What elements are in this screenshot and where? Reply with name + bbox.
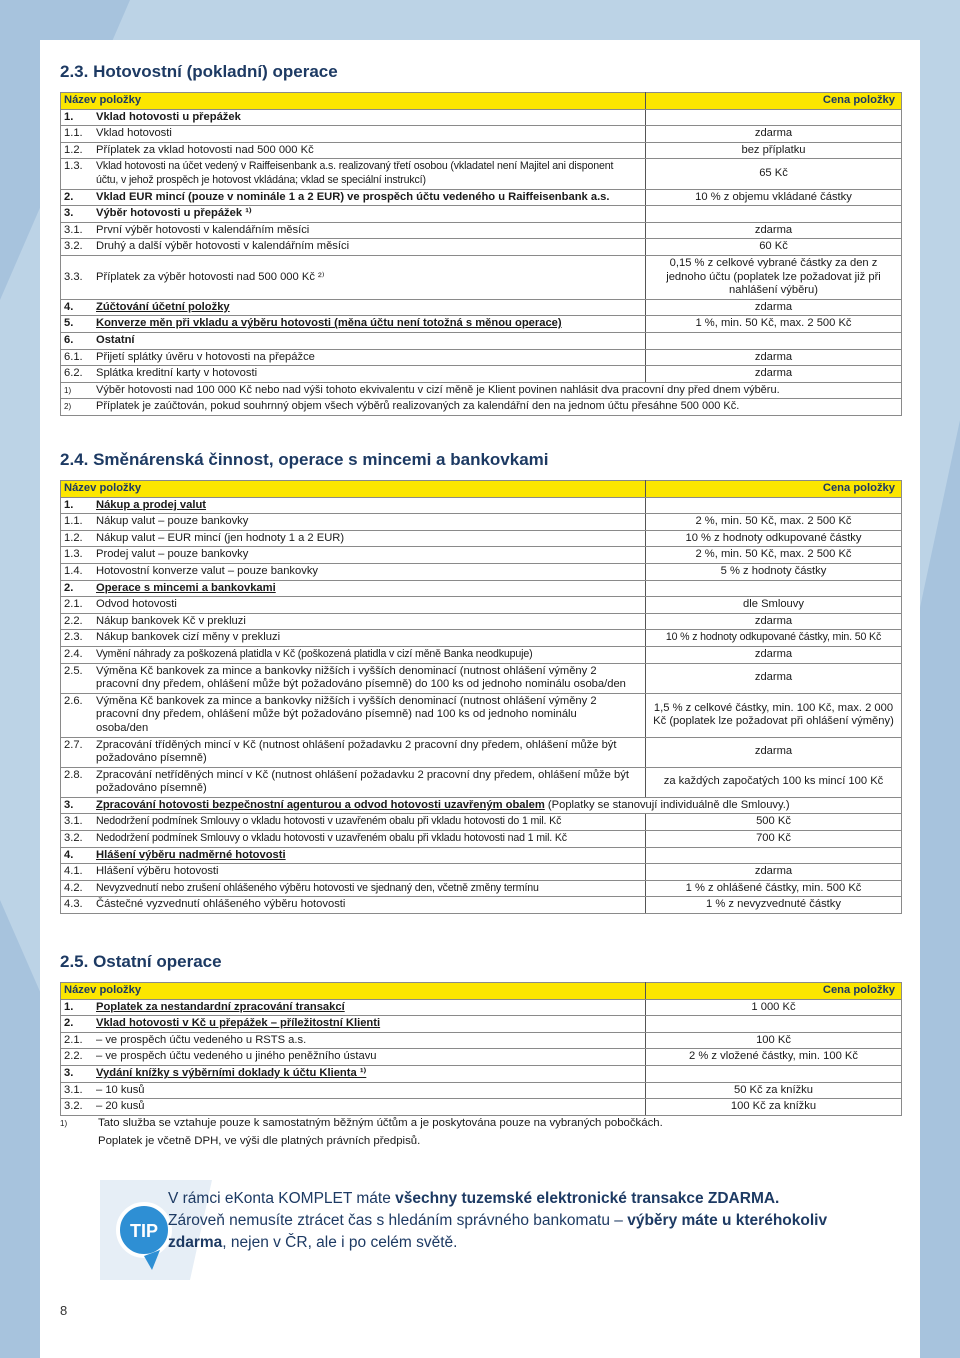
table-row [61, 797, 902, 814]
row-text: Nákup bankovek cizí měny v prekluzi [96, 631, 281, 644]
footnote-line-1: Tato služba se vztahuje pouze k samostatným běžným účtům a je poskytována pouze na vybraných pobočkách. [98, 1117, 663, 1129]
table-row [61, 142, 902, 159]
row-text: První výběr hotovosti v kalendářním měsíci [96, 223, 310, 236]
row-num: 1. [64, 498, 74, 511]
table-row [61, 1016, 902, 1033]
table-row [61, 349, 902, 366]
row-price [646, 332, 902, 349]
row-text: Prodej valut – pouze bankovky [96, 548, 249, 561]
row-num: 3.2. [64, 1100, 83, 1113]
table-row [61, 630, 902, 647]
table-row [61, 530, 902, 547]
row-price: 60 Kč [646, 239, 902, 256]
row-text: Vklad hotovosti na účet vedený v Raiffeisenbank a.s. realizovaný třetí osobou (vkladatel není Majitel ani disponent účtu, v jehož prospěch je hotovost vkládána; vklad se speciální instrukcí) [96, 160, 614, 186]
table-header [61, 481, 902, 498]
row-text: – ve prospěch účtu vedeného u RSTS a.s. [96, 1033, 307, 1046]
footnote-text: Výběr hotovosti nad 100 000 Kč nebo nad výši tohoto ekvivalentu v cizí měně je Klient povinen nahlásit dva pracovní dny před dnem výběru. [96, 383, 780, 396]
row-num: 4.1. [64, 865, 83, 878]
row-price: 10 % z hodnoty odkupované částky, min. 50 Kč [646, 630, 902, 647]
row-text: Nákup valut – pouze bankovky [96, 515, 249, 528]
table-row [61, 814, 902, 831]
row-text: Konverze měn při vkladu a výběru hotovosti (měna účtu není totožná s měnou operace) [96, 317, 562, 330]
tip-text-part: V rámci eKonta KOMPLET máte [168, 1190, 396, 1207]
row-num: 2.6. [64, 694, 83, 707]
row-text: Vklad hotovosti [96, 127, 172, 140]
table-row [61, 563, 902, 580]
row-price: 2 %, min. 50 Kč, max. 2 500 Kč [646, 547, 902, 564]
row-price: 50 Kč za knížku [646, 1082, 902, 1099]
row-text: Vydání knížky s výběrními doklady k účtu Klienta ¹⁾ [96, 1066, 367, 1079]
row-text: Výběr hotovosti u přepážek ¹⁾ [96, 207, 252, 220]
row-text: Vklad hotovosti u přepážek [96, 110, 241, 123]
row-num: 1.4. [64, 564, 83, 577]
header-price: Cena položky [646, 983, 902, 1000]
row-text: Výměna Kč bankovek za mince a bankovky nižších i vyšších denominací (nutnost ohlášení výměny 2 pracovní dny předem, ohlášení může být požadováno písemně) nad 100 ks od jednoho nominálu osoba/den [96, 694, 597, 734]
table-row [61, 1099, 902, 1116]
row-text: – ve prospěch účtu vedeného u jiného peněžního ústavu [96, 1050, 377, 1063]
table-row [61, 109, 902, 126]
table-2-3 [60, 92, 902, 416]
table-row [61, 255, 902, 299]
row-num: 3. [64, 207, 74, 220]
row-price: zdarma [646, 222, 902, 239]
header-price: Cena položky [646, 481, 902, 498]
row-text: Nevyzvednutí nebo zrušení ohlášeného výběru hotovosti ve sjednaný den, včetně změny termínu [96, 881, 539, 894]
row-num: 4.3. [64, 898, 83, 911]
row-num: 3. [64, 1066, 74, 1079]
row-price: 1,5 % z celkové částky, min. 100 Kč, max. 2 000 Kč (poplatek lze požadovat při ohlášení výměny) [646, 693, 902, 737]
tip-text [168, 1188, 888, 1254]
row-extra: (Poplatky se stanovují individuálně dle Smlouvy.) [547, 798, 790, 811]
row-price: bez příplatku [646, 142, 902, 159]
table-row [61, 880, 902, 897]
row-text: Poplatek za nestandardní zpracování transakcí [96, 1000, 345, 1013]
row-num: 1.3. [64, 160, 83, 173]
tip-text-part: , nejen v ČR, ale i po celém světě. [222, 1234, 458, 1251]
table-row [61, 206, 902, 223]
row-price: 65 Kč [646, 159, 902, 189]
row-num: 2.5. [64, 664, 83, 677]
row-text: Zúčtování účetní položky [96, 300, 230, 313]
row-price [646, 497, 902, 514]
row-num: 2. [64, 581, 74, 594]
footnote-line-2: Poplatek je včetně DPH, ve výši dle platných právních předpisů. [98, 1135, 421, 1147]
row-num: 1. [64, 110, 74, 123]
row-text: Vymění náhrady za poškozená platidla v Kč (poškozená platidla v cizí měně Banka neodkupuje) [96, 647, 533, 660]
row-price: zdarma [646, 737, 902, 767]
row-num: 5. [64, 317, 74, 330]
footnote-num: 1) [64, 385, 72, 395]
row-price: 1 000 Kč [646, 999, 902, 1016]
table-2-4 [60, 480, 902, 914]
section-title-2-4: 2.4. Směnárenská činnost, operace s mincemi a bankovkami [60, 450, 549, 469]
row-num: 4. [64, 848, 74, 861]
row-text: Nedodržení podmínek Smlouvy o vkladu hotovosti v uzavřeném obalu při vkladu hotovosti nad 1 mil. Kč [96, 832, 567, 845]
row-price: zdarma [646, 646, 902, 663]
row-price: 700 Kč [646, 831, 902, 848]
table-row [61, 847, 902, 864]
row-price: 1 % z ohlášené částky, min. 500 Kč [646, 880, 902, 897]
row-num: 1.2. [64, 143, 83, 156]
row-num: 1. [64, 1000, 74, 1013]
row-text: Odvod hotovosti [96, 598, 177, 611]
row-text: Operace s mincemi a bankovkami [96, 581, 276, 594]
table-row [61, 580, 902, 597]
row-num: 1.1. [64, 127, 83, 140]
row-text: Zpracování netříděných mincí v Kč (nutnost ohlášení požadavku 2 pracovní dny předem, ohlášení může být požadováno písemně) [96, 768, 629, 795]
table-row [61, 126, 902, 143]
row-num: 3.2. [64, 240, 83, 253]
row-text: Ostatní [96, 333, 135, 346]
row-num: 3.1. [64, 223, 83, 236]
table-row [61, 663, 902, 693]
table-row [61, 316, 902, 333]
table-row [61, 159, 902, 189]
row-num: 6. [64, 333, 74, 346]
header-name: Název položky [61, 93, 646, 110]
table-row [61, 897, 902, 914]
table-header [61, 93, 902, 110]
row-text: Hlášení výběru nadměrné hotovosti [96, 848, 286, 861]
table-row [61, 597, 902, 614]
row-price: 10 % z objemu vkládané částky [646, 189, 902, 206]
table-row [61, 366, 902, 383]
row-text: Přijetí splátky úvěru v hotovosti na přepážce [96, 350, 315, 363]
table-row [61, 514, 902, 531]
table-row [61, 831, 902, 848]
table-row [61, 239, 902, 256]
row-price: zdarma [646, 349, 902, 366]
footnote-text: Příplatek je zaúčtován, pokud souhrnný objem všech výběrů realizovaných za kalendářní den na jednom účtu přesáhne 500 000 Kč. [96, 400, 740, 413]
row-num: 3. [64, 798, 74, 811]
row-text: Nákup bankovek Kč v prekluzi [96, 614, 246, 627]
row-text: Hlášení výběru hotovosti [96, 865, 219, 878]
row-text: Příplatek za vklad hotovosti nad 500 000 Kč [96, 143, 314, 156]
row-num: 2.3. [64, 631, 83, 644]
row-text: Nákup valut – EUR mincí (jen hodnoty 1 a 2 EUR) [96, 531, 345, 544]
row-price: 1 %, min. 50 Kč, max. 2 500 Kč [646, 316, 902, 333]
row-price [646, 1016, 902, 1033]
header-price: Cena položky [646, 93, 902, 110]
table-row [61, 332, 902, 349]
row-text: Zpracování hotovosti bezpečnostní agenturou a odvod hotovosti uzavřeným obalem [96, 798, 545, 811]
table-row [61, 767, 902, 797]
row-text: Vklad EUR mincí (pouze v nominále 1 a 2 EUR) ve prospěch účtu vedeného u Raiffeisenbank a.s. [96, 190, 610, 203]
table-row [61, 737, 902, 767]
row-num: 1.2. [64, 531, 83, 544]
row-price [646, 580, 902, 597]
page-number: 8 [60, 1303, 68, 1318]
table-row [61, 547, 902, 564]
tip-bold-part: výběry máte u kteréhokoliv zdarma [168, 1212, 828, 1251]
row-price: 1 % z nevyzvednuté částky [646, 897, 902, 914]
row-num: 2.2. [64, 1050, 83, 1063]
table-row [61, 864, 902, 881]
row-text: Nákup a prodej valut [96, 498, 207, 511]
row-price: 2 %, min. 50 Kč, max. 2 500 Kč [646, 514, 902, 531]
row-text: Částečné vyzvednutí ohlášeného výběru hotovosti [96, 898, 346, 911]
footnote-row [61, 399, 902, 416]
header-name: Název položky [61, 983, 646, 1000]
tip-label: TIP [129, 1221, 159, 1241]
row-price: 0,15 % z celkové vybrané částky za den z jednoho účtu (poplatek lze požadovat již při nahlášení výběru) [646, 255, 902, 299]
row-text: Hotovostní konverze valut – pouze bankovky [96, 564, 319, 577]
row-num: 3.1. [64, 815, 83, 828]
table-row [61, 693, 902, 737]
section-title-2-5: 2.5. Ostatní operace [60, 952, 222, 971]
row-num: 2. [64, 190, 74, 203]
row-price: zdarma [646, 613, 902, 630]
row-num: 6.1. [64, 350, 83, 363]
header-name: Název položky [61, 481, 646, 498]
row-price [646, 206, 902, 223]
table-row [61, 999, 902, 1016]
row-price: dle Smlouvy [646, 597, 902, 614]
row-price: 100 Kč [646, 1032, 902, 1049]
row-price: 10 % z hodnoty odkupované částky [646, 530, 902, 547]
row-price: 100 Kč za knížku [646, 1099, 902, 1116]
table-header [61, 983, 902, 1000]
tip-bold-part: všechny tuzemské elektronické transakce ZDARMA. [395, 1190, 780, 1207]
row-num: 2.1. [64, 598, 83, 611]
row-text: Vklad hotovosti v Kč u přepážek – příležitostní Klienti [96, 1017, 381, 1030]
row-num: 6.2. [64, 367, 83, 380]
table-row [61, 299, 902, 316]
row-num: 2.1. [64, 1033, 83, 1046]
document-page [40, 40, 920, 1358]
footnote-row [61, 382, 902, 399]
row-num: 2.7. [64, 738, 83, 751]
table-row [61, 222, 902, 239]
row-price: 5 % z hodnoty částky [646, 563, 902, 580]
row-num: 4.2. [64, 881, 83, 894]
table-row [61, 497, 902, 514]
row-num: 2.2. [64, 614, 83, 627]
row-text: Splátka kreditní karty v hotovosti [96, 367, 258, 380]
row-price: zdarma [646, 366, 902, 383]
row-num: 1.1. [64, 515, 83, 528]
footnote-num: 2) [64, 402, 72, 412]
table-row [61, 1032, 902, 1049]
row-text: Druhý a další výběr hotovosti v kalendářním měsíci [96, 240, 350, 253]
row-text: Příplatek za výběr hotovosti nad 500 000 Kč ²⁾ [96, 270, 325, 283]
row-num: 2. [64, 1017, 74, 1030]
row-num: 3.3. [64, 270, 83, 283]
table-2-5 [60, 982, 902, 1116]
row-text: Zpracování tříděných mincí v Kč (nutnost ohlášení požadavku 2 pracovní dny předem, ohlášení může být požadováno písemně) [96, 738, 617, 765]
row-price [646, 109, 902, 126]
row-price [646, 1065, 902, 1082]
row-num: 2.8. [64, 768, 83, 781]
table-row [61, 646, 902, 663]
table-row [61, 1065, 902, 1082]
row-text: – 10 kusů [96, 1083, 145, 1096]
row-num: 4. [64, 300, 74, 313]
row-text: Nedodržení podmínek Smlouvy o vkladu hotovosti v uzavřeném obalu při vkladu hotovosti do 1 mil. Kč [96, 815, 562, 828]
row-price: 2 % z vložené částky, min. 100 Kč [646, 1049, 902, 1066]
row-price: zdarma [646, 126, 902, 143]
table-row [61, 1049, 902, 1066]
row-num: 2.4. [64, 647, 83, 660]
row-num: 1.3. [64, 548, 83, 561]
row-price: zdarma [646, 299, 902, 316]
row-num: 3.2. [64, 832, 83, 845]
section-title-2-3: 2.3. Hotovostní (pokladní) operace [60, 62, 338, 81]
table-row [61, 189, 902, 206]
tip-text-part: Zároveň nemusíte ztrácet čas s hledáním správného bankomatu – [168, 1212, 628, 1229]
row-text: – 20 kusů [96, 1100, 145, 1113]
table-row [61, 1082, 902, 1099]
row-text: Výměna Kč bankovek za mince a bankovky nižších i vyšších denominací (nutnost ohlášení výměny 2 pracovní dny předem, ohlášení může být požadováno písemně) do 100 ks od jednoho nominálu osoba/den [96, 664, 626, 691]
row-price: 500 Kč [646, 814, 902, 831]
footnote-num: 1) [60, 1119, 68, 1128]
section-2-5-footnote [60, 1115, 902, 1155]
row-num: 3.1. [64, 1083, 83, 1096]
row-price: zdarma [646, 663, 902, 693]
row-price: za každých započatých 100 ks mincí 100 Kč [646, 767, 902, 797]
row-price: zdarma [646, 864, 902, 881]
table-row [61, 613, 902, 630]
row-price [646, 847, 902, 864]
